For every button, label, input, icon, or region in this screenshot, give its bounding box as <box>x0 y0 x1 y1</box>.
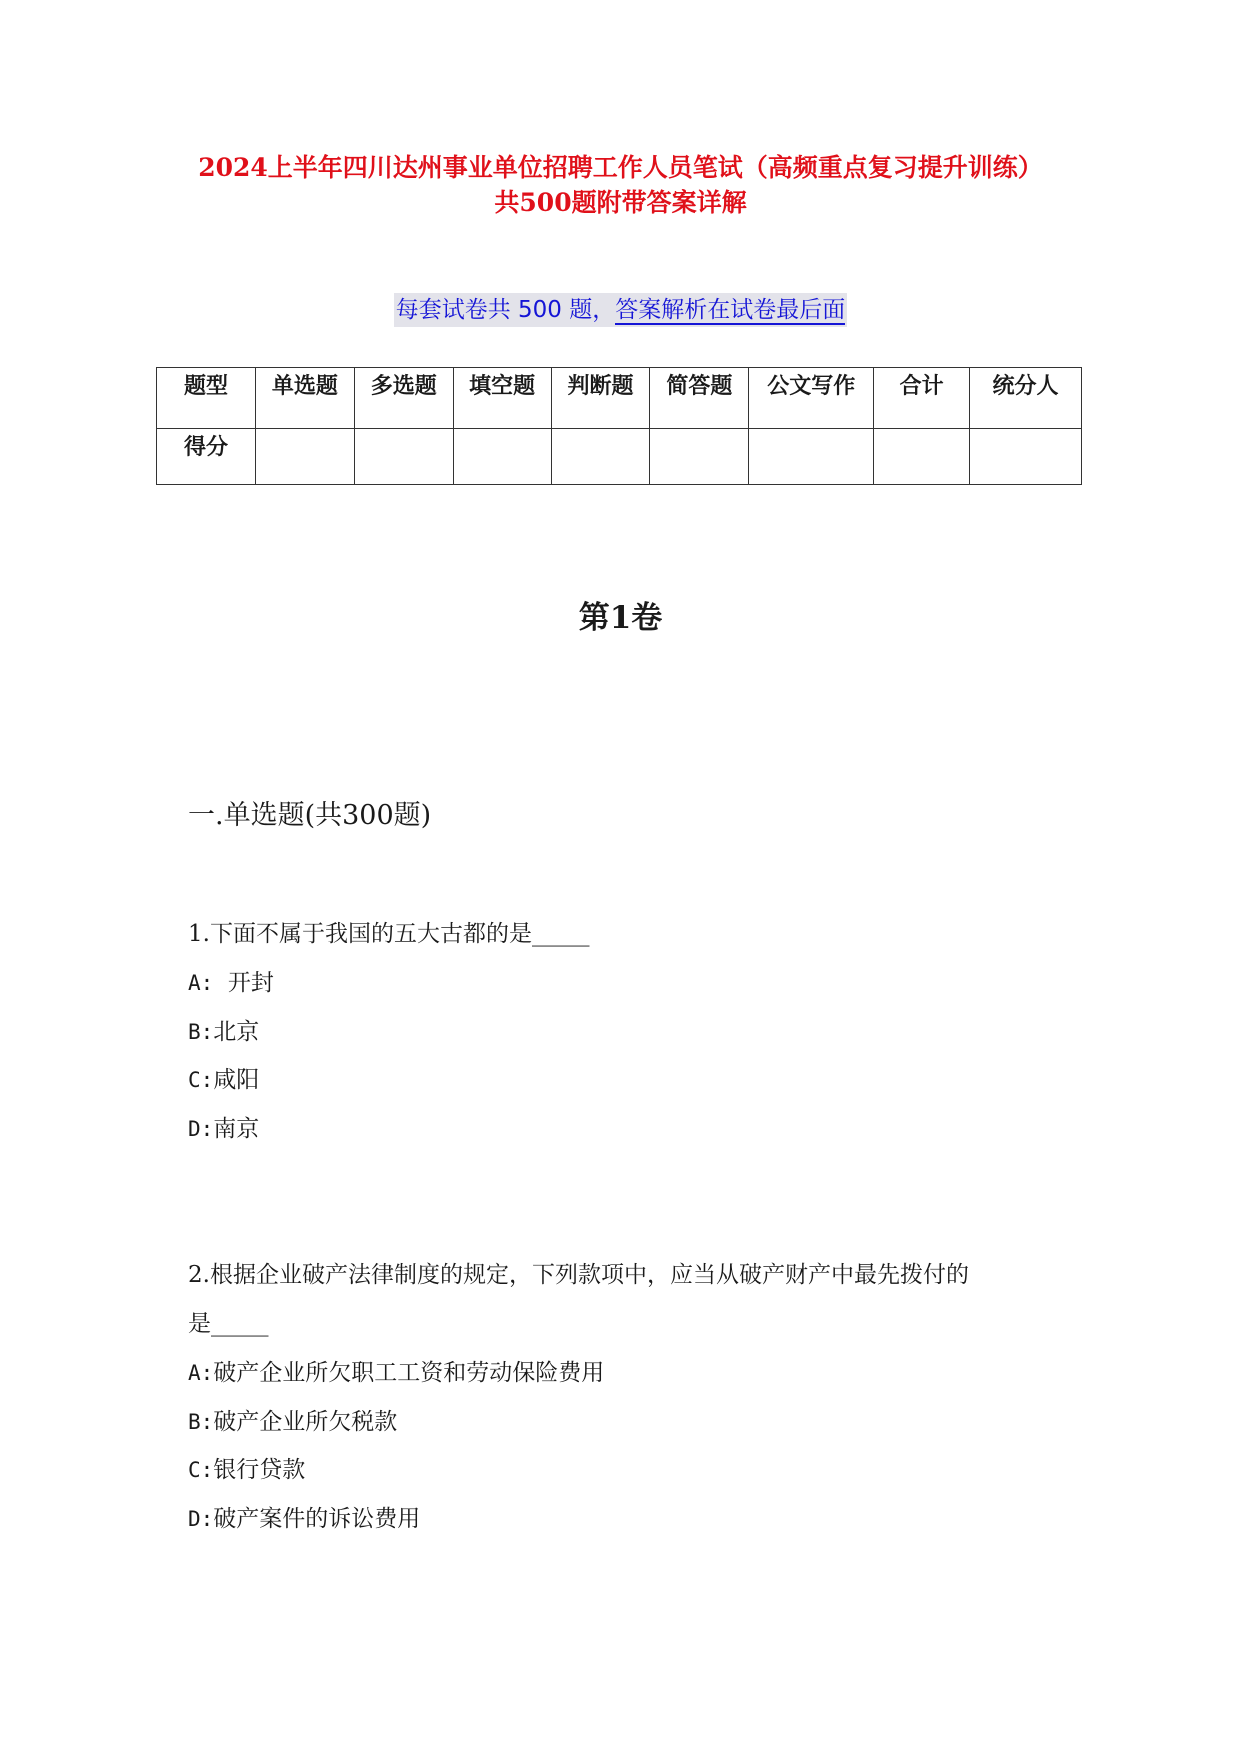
header-cell-single: 单选题 <box>255 368 354 429</box>
question-2-option-b[interactable] <box>188 1406 397 1438</box>
header-cell-short: 简答题 <box>650 368 749 429</box>
score-row-label: 得分 <box>157 429 256 485</box>
header-cell-multi: 多选题 <box>354 368 453 429</box>
question-2-option-c[interactable] <box>188 1454 305 1486</box>
header-cell-writing: 公文写作 <box>749 368 874 429</box>
option-label: A: <box>188 971 214 995</box>
option-text: 北京 <box>213 1019 260 1045</box>
score-table-header-row <box>157 368 1082 429</box>
score-cell[interactable] <box>354 429 453 485</box>
header-cell-scorer: 统分人 <box>970 368 1082 429</box>
option-text: 破产企业所欠职工工资和劳动保险费用 <box>213 1360 605 1386</box>
notice-count-text: 每套试卷共 500 题， <box>395 297 616 323</box>
score-cell[interactable] <box>551 429 650 485</box>
option-label: D: <box>188 1507 214 1531</box>
answer-notice <box>0 293 1241 327</box>
notice-answer-link[interactable]: 答案解析在试卷最后面 <box>615 297 846 323</box>
option-text: 银行贷款 <box>213 1457 306 1483</box>
question-1-option-c[interactable] <box>188 1064 259 1096</box>
document-title-line2: 共500题附带答案详解 <box>494 188 747 217</box>
question-2-option-d[interactable] <box>188 1503 420 1535</box>
option-label: A: <box>188 1361 214 1385</box>
option-label: B: <box>188 1020 214 1044</box>
notice-highlight <box>394 293 848 327</box>
header-cell-type: 题型 <box>157 368 256 429</box>
score-cell[interactable] <box>453 429 551 485</box>
score-cell[interactable] <box>749 429 874 485</box>
score-table-score-row <box>157 429 1082 485</box>
score-cell[interactable] <box>650 429 749 485</box>
score-table <box>156 367 1082 485</box>
option-text: 咸阳 <box>213 1067 260 1093</box>
document-title-line1: 2024上半年四川达州事业单位招聘工作人员笔试（高频重点复习提升训练） <box>198 153 1043 182</box>
option-text: 破产案件的诉讼费用 <box>213 1506 421 1532</box>
question-1-stem: 1.下面不属于我国的五大古都的是_____ <box>188 921 590 947</box>
score-cell[interactable] <box>255 429 354 485</box>
option-label: C: <box>188 1068 214 1092</box>
score-cell[interactable] <box>874 429 970 485</box>
question-2-stem-line1: 2.根据企业破产法律制度的规定，下列款项中，应当从破产财产中最先拨付的 <box>188 1262 969 1288</box>
header-cell-total: 合计 <box>874 368 970 429</box>
volume-title: 第1卷 <box>578 600 663 636</box>
option-text: 破产企业所欠税款 <box>213 1409 398 1435</box>
score-cell[interactable] <box>970 429 1082 485</box>
option-text: 开封 <box>213 970 274 996</box>
question-1-option-a[interactable] <box>188 967 274 999</box>
section-title: 一.单选题(共300题) <box>188 800 432 831</box>
question-1-option-b[interactable] <box>188 1016 259 1048</box>
option-label: B: <box>188 1410 214 1434</box>
option-label: D: <box>188 1117 214 1141</box>
question-1-option-d[interactable] <box>188 1113 259 1145</box>
question-2-stem-line2: 是_____ <box>188 1311 269 1337</box>
option-text: 南京 <box>213 1116 260 1142</box>
header-cell-judge: 判断题 <box>551 368 650 429</box>
header-cell-fill: 填空题 <box>453 368 551 429</box>
question-2-option-a[interactable] <box>188 1357 604 1389</box>
option-label: C: <box>188 1458 214 1482</box>
